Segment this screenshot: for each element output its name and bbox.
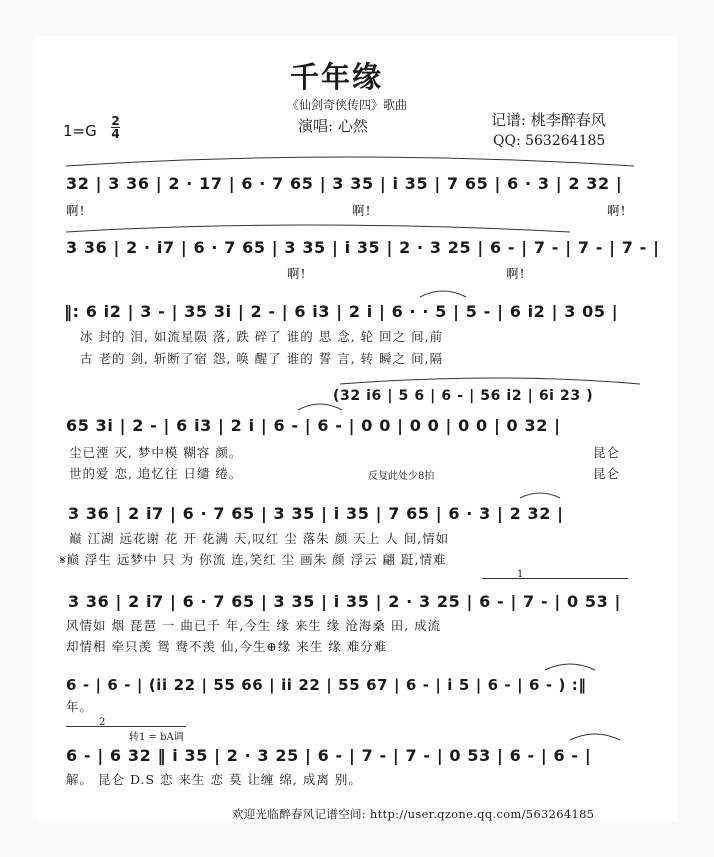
time-signature-bottom: 4 <box>111 127 120 141</box>
footer-link: 欢迎光临醉春风记谱空间: http://user.qzone.qq.com/563264185 <box>232 807 595 821</box>
lyric-line-4-verse2: 世的爱 恋, 追忆往 日缱 绻。 <box>69 466 243 481</box>
tie-3 <box>420 291 466 297</box>
lyric-line-1b: 啊! <box>352 203 372 218</box>
lyric-line-1c: 啊! <box>607 203 627 218</box>
score-line-1: 32 | 3 36 | 2 · 17 | 6 · 7 65 | 3 35 | i 35 | 7 65 | 6 · 3 | 2 32 | <box>66 174 623 193</box>
lyric-line-1a: 啊! <box>66 203 86 218</box>
key-change-instruction: 转1 = bA调 <box>129 732 184 743</box>
phrase-slur-1 <box>66 157 634 166</box>
time-signature-top: 2 <box>111 114 120 128</box>
score-line-8: 6 - | 6 32 ‖ i 35 | 2 · 3 25 | 6 - | 7 - | 7 - | 0 53 | 6 - | 6 - | <box>66 746 592 765</box>
score-line-2: 3 36 | 2 · i7 | 6 · 7 65 | 3 35 | i 35 | 2 · 3 25 | 6 - | 7 - | 7 - | 7 - | <box>66 238 660 257</box>
tie-7 <box>545 664 595 670</box>
lyric-line-5-verse2: 𝄋巅 浮生 远梦中 只 为 你流 连,笑红 尘 画朱 颜 浮云 翩 跹,情难 <box>60 552 447 567</box>
tie-4 <box>298 404 342 410</box>
lyric-line-3-verse2: 古 老的 剑, 斩断了宿 怨, 唤 醒了 谁的 誓 言, 转 瞬之 间,隔 <box>80 351 444 366</box>
phrase-slur-2 <box>66 225 570 232</box>
song-title: 千年缘 <box>290 60 384 94</box>
tie-8 <box>570 734 620 740</box>
volta-2-label: 2 <box>99 717 106 728</box>
song-subtitle: 《仙剑奇侠传四》歌曲 <box>287 98 408 112</box>
singer: 演唱: 心然 <box>298 117 368 135</box>
score-line-3: ‖: 6 i2 | 3 - | 35 3i | 2 - | 6 i3 | 2 i | 6 · · 5 | 5 - | 6 i2 | 3 05 | <box>64 302 619 321</box>
interlude-slur <box>340 378 640 384</box>
interlude-phrase: (32 i6 | 5 6 | 6 - | 56 i2 | 6i 23 ) <box>333 388 594 404</box>
transcriber: 记谱: 桃李醉春风 <box>491 111 606 129</box>
qq-number: QQ: 563264185 <box>493 133 606 149</box>
lyric-line-4-end2: 昆仑 <box>593 466 621 481</box>
lyric-line-2b: 啊! <box>506 266 526 281</box>
lyric-line-2a: 啊! <box>287 266 307 281</box>
score-line-5: 3 36 | 2 i7 | 6 · 7 65 | 3 35 | i 35 | 7 65 | 6 · 3 | 2 32 | <box>68 504 564 523</box>
score-line-6: 3 36 | 2 i7 | 6 · 7 65 | 3 35 | i 35 | 2 · 3 25 | 6 - | 7 - | 0 53 | <box>68 592 621 611</box>
lyric-line-5-verse1: 巅 江湖 远花谢 花 开 花满 天,叹红 尘 落朱 颜 天上 人 间,情如 <box>69 531 450 546</box>
lyric-line-6-verse2: 却情相 牵只羡 鸳 鸯不羡 仙,今生⊕缘 来生 缘 难分难 <box>66 639 388 654</box>
volta-1-label: 1 <box>517 569 524 580</box>
lyric-line-8: 解。 昆仑 D.S 恋 来生 恋 莫 让缠 绵, 成离 别。 <box>66 772 362 787</box>
lyric-line-4-end1: 昆仑 <box>593 445 621 460</box>
key-signature: 1=G <box>63 122 97 140</box>
lyric-line-4-verse1: 尘已湮 灭, 梦中模 糊容 颜。 <box>69 445 243 460</box>
lyric-line-3-verse1: 冰 封的 泪, 如流星陨 落, 跌 碎了 谁的 思 念, 轮 回之 间,前 <box>80 329 444 344</box>
repeat-note: 反复此处少8拍 <box>368 471 435 482</box>
lyric-line-6-verse1: 风情如 烟 琵琶 一 曲已千 年,今生 缘 来生 缘 沧海桑 田, 成流 <box>66 618 442 633</box>
tie-5 <box>520 493 560 498</box>
score-line-7: 6 - | 6 - | (ii 22 | 55 66 | ii 22 | 55 67 | 6 - | i 5 | 6 - | 6 - ) :‖ <box>66 676 587 694</box>
score-line-4: 65 3i | 2 - | 6 i3 | 2 i | 6 - | 6 - | 0 0 | 0 0 | 0 0 | 0 32 | <box>66 416 561 435</box>
lyric-line-7: 年。 <box>66 699 94 714</box>
